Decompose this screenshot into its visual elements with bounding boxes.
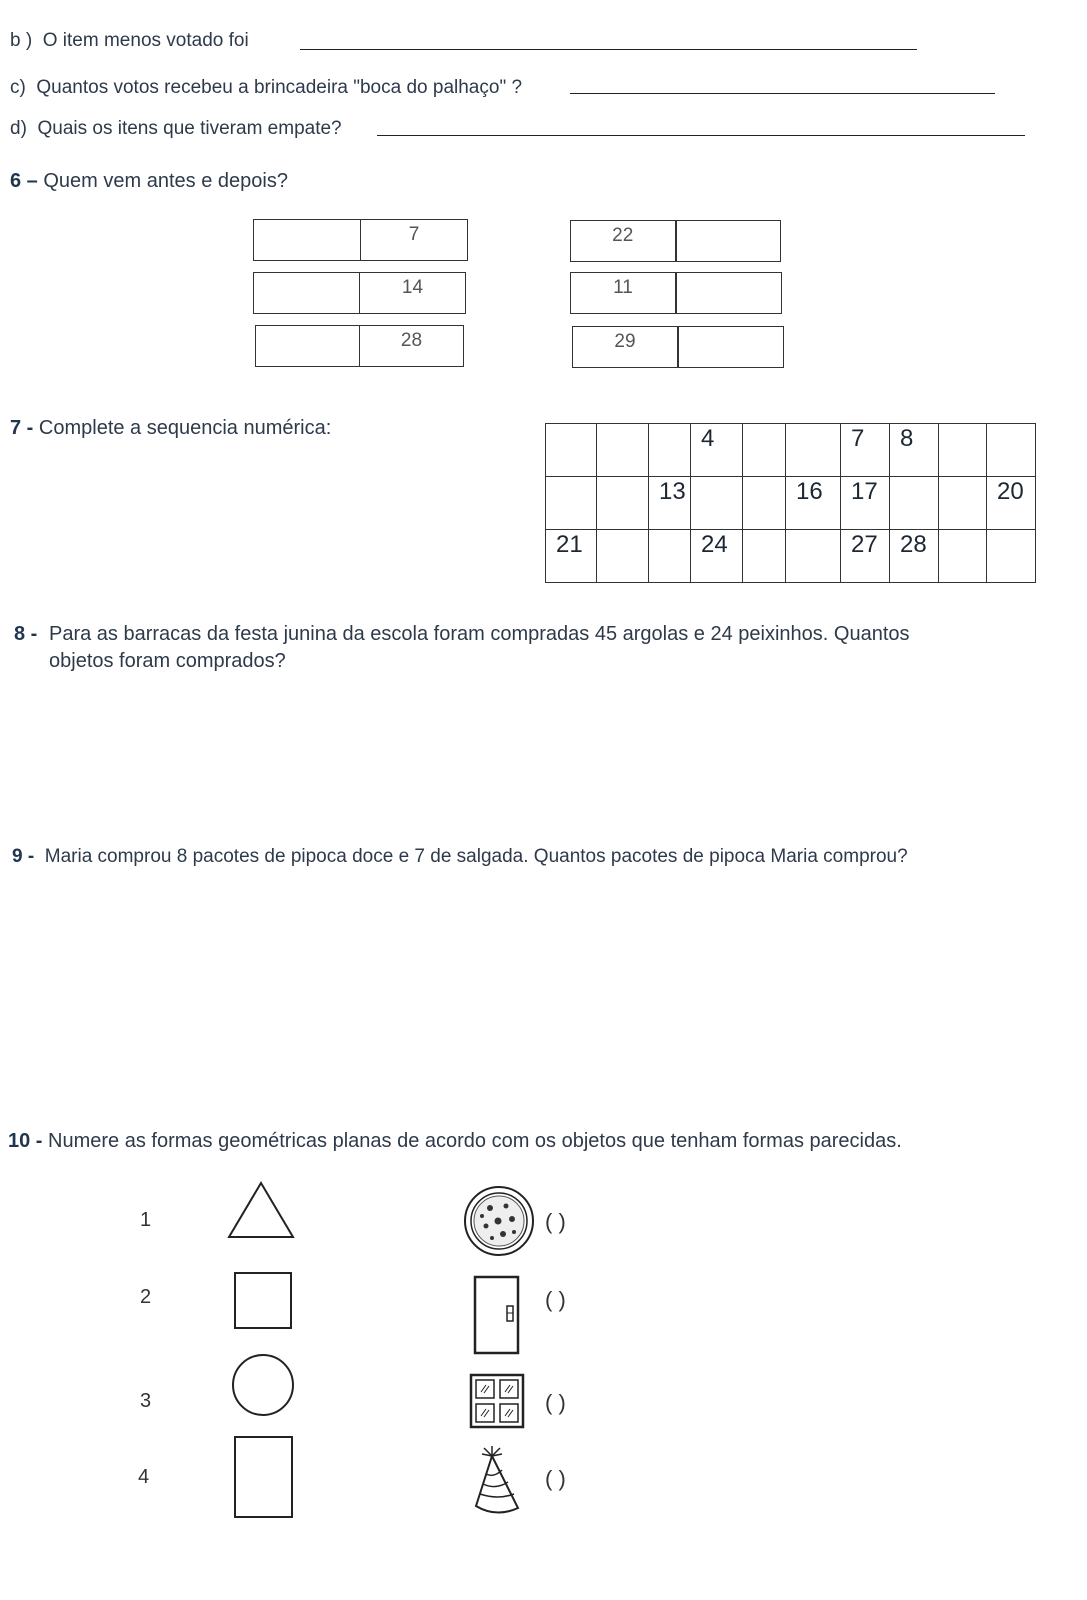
party-hat-icon — [472, 1444, 524, 1520]
sequence-cell[interactable] — [939, 477, 987, 530]
sequence-cell: 28 — [890, 530, 939, 583]
sequence-cell: 21 — [546, 530, 597, 583]
sequence-cell[interactable] — [743, 424, 786, 477]
question-9 — [12, 846, 908, 868]
before-after-box — [253, 219, 468, 261]
pizza-icon — [462, 1186, 538, 1256]
question-6-text: Quem vem antes e depois? — [43, 170, 288, 192]
sequence-row — [546, 477, 1036, 530]
after-input[interactable] — [676, 221, 781, 261]
sequence-cell: 20 — [987, 477, 1036, 530]
sequence-cell[interactable] — [691, 477, 743, 530]
sequence-cell: 13 — [649, 477, 691, 530]
question-d-text: Quais os itens que tiveram empate? — [37, 118, 342, 139]
sequence-cell[interactable] — [939, 530, 987, 583]
sequence-cell: 8 — [890, 424, 939, 477]
sequence-cell[interactable] — [597, 424, 649, 477]
sequence-cell[interactable] — [597, 530, 649, 583]
before-input[interactable] — [254, 273, 360, 313]
sequence-cell[interactable] — [786, 530, 841, 583]
question-c — [10, 77, 522, 99]
sequence-row — [546, 424, 1036, 477]
question-b — [10, 30, 249, 52]
question-6-number: 6 – — [10, 170, 38, 192]
before-after-box — [570, 272, 782, 314]
sequence-cell[interactable] — [597, 477, 649, 530]
sequence-cell[interactable] — [743, 477, 786, 530]
sequence-cell: 17 — [841, 477, 890, 530]
sequence-cell[interactable] — [546, 424, 597, 477]
sequence-cell[interactable] — [987, 530, 1036, 583]
after-input[interactable] — [678, 327, 783, 367]
sequence-cell[interactable] — [939, 424, 987, 477]
shape-number: 4 — [138, 1466, 150, 1488]
sequence-cell: 27 — [841, 530, 890, 583]
before-after-box — [572, 326, 784, 368]
before-input[interactable] — [254, 220, 361, 260]
sequence-cell[interactable] — [987, 424, 1036, 477]
question-10 — [8, 1130, 902, 1153]
sequence-cell: 7 — [841, 424, 890, 477]
question-8 — [14, 623, 37, 646]
question-c-text: Quantos votos recebeu a brincadeira "boca do palhaço" ? — [36, 77, 523, 98]
given-number: 14 — [401, 277, 424, 298]
answer-parentheses[interactable]: ( ) — [545, 1390, 566, 1415]
question-8-text-line2: objetos foram comprados? — [49, 650, 286, 672]
sequence-cell: 24 — [691, 530, 743, 583]
question-8-text-line1: Para as barracas da festa junina da escola foram compradas 45 argolas e 24 peixinhos. Quantos — [49, 623, 910, 645]
given-number: 29 — [573, 327, 678, 367]
rectangle-shape — [232, 1434, 296, 1520]
before-input[interactable] — [256, 326, 360, 366]
sequence-cell[interactable] — [649, 424, 691, 477]
given-number: 28 — [400, 330, 423, 351]
question-10-number: 10 - — [8, 1130, 43, 1152]
question-7-text: Complete a sequencia numérica: — [38, 417, 332, 439]
shape-number: 1 — [140, 1209, 152, 1231]
given-number: 11 — [571, 273, 676, 313]
question-b-text: O item menos votado foi — [42, 30, 249, 51]
answer-line-d[interactable] — [377, 135, 1025, 136]
window-icon — [469, 1373, 525, 1429]
question-d-label: d) — [10, 118, 27, 139]
sequence-row — [546, 530, 1036, 583]
question-9-text: Maria comprou 8 pacotes de pipoca doce e 7 de salgada. Quantos pacotes de pipoca Maria comprou? — [44, 846, 908, 867]
triangle-shape — [226, 1180, 296, 1240]
before-after-box — [255, 325, 464, 367]
question-10-text: Numere as formas geométricas planas de acordo com os objetos que tenham formas parecidas. — [48, 1130, 902, 1152]
answer-parentheses[interactable]: ( ) — [545, 1466, 566, 1491]
question-6 — [10, 170, 288, 193]
sequence-cell[interactable] — [890, 477, 939, 530]
question-7 — [10, 417, 331, 440]
sequence-grid — [545, 423, 1036, 583]
shape-number: 2 — [140, 1286, 152, 1308]
sequence-cell[interactable] — [649, 530, 691, 583]
square-shape — [232, 1270, 294, 1330]
question-d — [10, 118, 342, 140]
sequence-cell[interactable] — [786, 424, 841, 477]
shape-number: 3 — [140, 1390, 152, 1412]
question-b-label: b ) — [10, 30, 33, 51]
answer-parentheses[interactable]: ( ) — [545, 1287, 566, 1312]
answer-parentheses[interactable]: ( ) — [545, 1209, 566, 1234]
answer-line-b[interactable] — [300, 49, 917, 50]
question-9-number: 9 - — [12, 846, 35, 867]
answer-line-c[interactable] — [570, 93, 995, 94]
question-8-number: 8 - — [14, 623, 38, 645]
before-after-box — [570, 220, 781, 262]
sequence-cell[interactable] — [743, 530, 786, 583]
given-number: 7 — [408, 224, 420, 245]
after-input[interactable] — [676, 273, 781, 313]
circle-shape — [230, 1352, 296, 1418]
question-c-label: c) — [10, 77, 26, 98]
before-after-box — [253, 272, 466, 314]
door-icon — [472, 1274, 522, 1356]
given-number: 22 — [571, 221, 676, 261]
question-7-number: 7 - — [10, 417, 34, 439]
sequence-cell[interactable] — [546, 477, 597, 530]
sequence-cell: 16 — [786, 477, 841, 530]
sequence-cell: 4 — [691, 424, 743, 477]
